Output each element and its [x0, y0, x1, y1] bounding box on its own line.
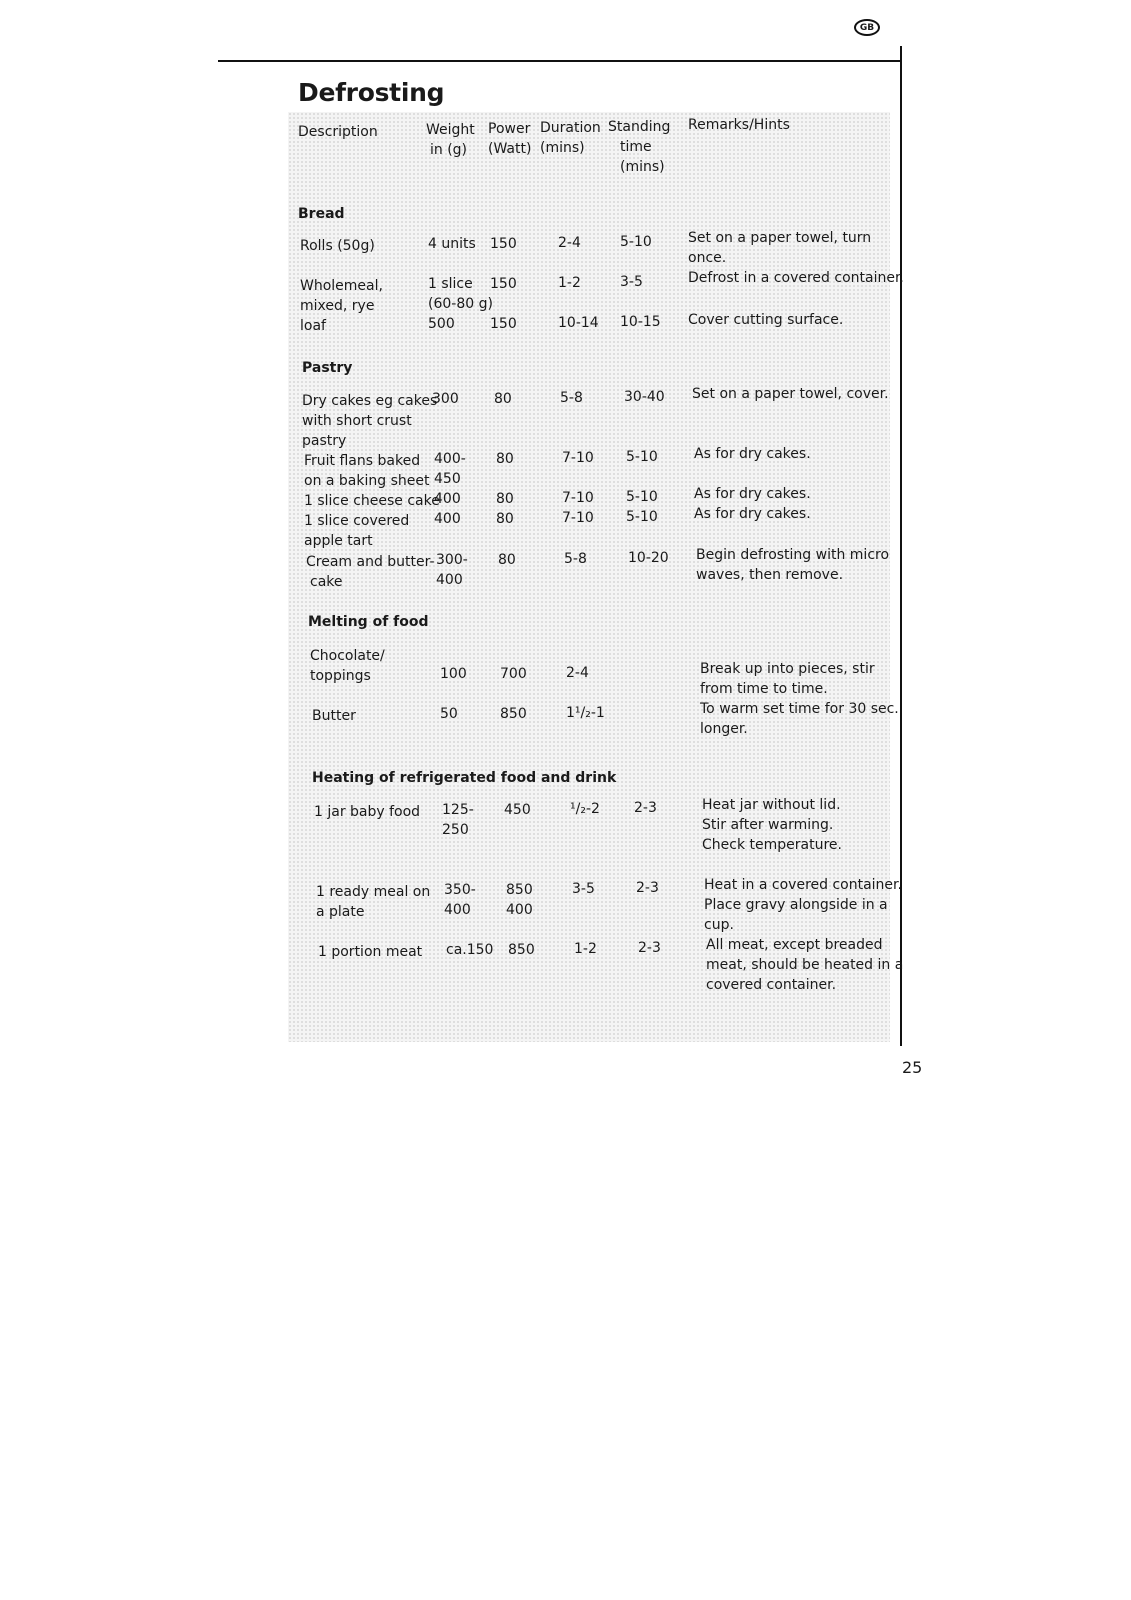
cell-duration: 7-10 [562, 510, 594, 526]
cell-power: 850 [500, 706, 527, 722]
cell-remarks: As for dry cakes. [694, 506, 811, 522]
cell-duration: 1-2 [574, 941, 597, 957]
cell-weight: 300- [436, 552, 468, 568]
cell-standing: 10-20 [628, 550, 669, 566]
cell-description: Dry cakes eg cakes [302, 393, 438, 409]
cell-description: 1 slice cheese cake [304, 493, 440, 509]
cell-standing: 5-10 [626, 449, 658, 465]
cell-description: 1 portion meat [318, 944, 423, 960]
cell-description: with short crust [302, 413, 412, 429]
cell-remarks: Set on a paper towel, turn [688, 230, 872, 246]
cell-remarks: Heat in a covered container. [704, 877, 902, 893]
cell-description: toppings [310, 668, 371, 684]
cell-description: loaf [300, 318, 326, 334]
cell-description: cake [310, 574, 343, 590]
cell-remarks: All meat, except breaded [706, 937, 883, 953]
cell-power: 400 [506, 902, 533, 918]
page-number: 25 [902, 1058, 923, 1077]
section-title: Melting of food [308, 614, 429, 630]
cell-weight: 4 units [428, 236, 476, 252]
cell-description: Fruit flans baked [304, 453, 421, 469]
cell-weight: ca.150 [446, 942, 494, 958]
cell-remarks: Stir after warming. [702, 817, 834, 833]
cell-power: 850 [506, 882, 533, 898]
cell-remarks: Cover cutting surface. [688, 312, 844, 328]
cell-standing: 3-5 [620, 274, 643, 290]
cell-remarks: As for dry cakes. [694, 446, 811, 462]
cell-standing: 10-15 [620, 314, 661, 330]
cell-remarks: Set on a paper towel, cover. [692, 386, 889, 402]
cell-duration: 7-10 [562, 490, 594, 506]
cell-description: mixed, rye [300, 298, 375, 314]
cell-duration: 1¹/₂-1 [566, 705, 605, 721]
cell-weight: 400 [434, 511, 461, 527]
cell-description: 1 jar baby food [314, 804, 421, 820]
right-rule [900, 46, 902, 1046]
cell-description: 1 slice covered [304, 513, 410, 529]
cell-duration: 10-14 [558, 315, 599, 331]
cell-remarks: longer. [700, 721, 748, 737]
header-standing-unit: (mins) [620, 159, 665, 175]
cell-weight: 100 [440, 666, 467, 682]
cell-description: apple tart [304, 533, 373, 549]
header-duration-unit: (mins) [540, 140, 585, 156]
cell-standing: 5-10 [626, 509, 658, 525]
cell-remarks: Defrost in a covered container. [688, 270, 904, 286]
header-remarks: Remarks/Hints [688, 117, 790, 133]
cell-duration: 2-4 [566, 665, 589, 681]
section-title: Heating of refrigerated food and drink [312, 770, 617, 786]
cell-weight: 400- [434, 451, 466, 467]
header-power: Power [488, 121, 531, 137]
cell-weight: (60-80 g) [428, 296, 493, 312]
cell-power: 80 [498, 552, 516, 568]
cell-weight: 400 [444, 902, 471, 918]
cell-remarks: Begin defrosting with micro [696, 547, 890, 563]
cell-weight: 1 slice [428, 276, 473, 292]
cell-weight: 500 [428, 316, 455, 332]
cell-remarks: Check temperature. [702, 837, 842, 853]
cell-weight: 250 [442, 822, 469, 838]
cell-description: pastry [302, 433, 347, 449]
cell-description: 1 ready meal on [316, 884, 431, 900]
cell-duration: 5-8 [560, 390, 583, 406]
cell-standing: 5-10 [620, 234, 652, 250]
cell-description: Butter [312, 708, 356, 724]
cell-remarks: from time to time. [700, 681, 828, 697]
cell-weight: 125- [442, 802, 474, 818]
cell-duration: ¹/₂-2 [570, 801, 600, 817]
cell-remarks: waves, then remove. [696, 567, 844, 583]
page-title: Defrosting [298, 78, 445, 107]
header-power-unit: (Watt) [488, 141, 532, 157]
header-standing: Standing [608, 119, 671, 135]
cell-weight: 50 [440, 706, 458, 722]
cell-standing: 30-40 [624, 389, 665, 405]
cell-remarks: meat, should be heated in a [706, 957, 904, 973]
cell-duration: 1-2 [558, 275, 581, 291]
cell-power: 150 [490, 276, 517, 292]
cell-standing: 5-10 [626, 489, 658, 505]
cell-power: 700 [500, 666, 527, 682]
cell-duration: 2-4 [558, 235, 581, 251]
section-title: Pastry [302, 360, 353, 376]
cell-remarks: Break up into pieces, stir [700, 661, 875, 677]
cell-remarks: As for dry cakes. [694, 486, 811, 502]
cell-power: 450 [504, 802, 531, 818]
cell-description: Cream and butter- [306, 554, 435, 570]
cell-power: 80 [496, 511, 514, 527]
header-weight-unit: in (g) [430, 142, 468, 158]
cell-power: 80 [494, 391, 512, 407]
header-weight: Weight [426, 122, 475, 138]
cell-remarks: To warm set time for 30 sec. [700, 701, 899, 717]
header-description: Description [298, 124, 378, 140]
cell-weight: 400 [436, 572, 463, 588]
cell-description: on a baking sheet [304, 473, 430, 489]
cell-description: Rolls (50g) [300, 238, 375, 254]
cell-standing: 2-3 [634, 800, 657, 816]
cell-remarks: Place gravy alongside in a [704, 897, 888, 913]
cell-weight: 300 [432, 391, 459, 407]
cell-duration: 3-5 [572, 881, 595, 897]
cell-power: 80 [496, 491, 514, 507]
cell-duration: 7-10 [562, 450, 594, 466]
cell-weight: 450 [434, 471, 461, 487]
cell-power: 80 [496, 451, 514, 467]
cell-power: 850 [508, 942, 535, 958]
cell-description: Wholemeal, [300, 278, 383, 294]
cell-duration: 5-8 [564, 551, 587, 567]
cell-standing: 2-3 [636, 880, 659, 896]
cell-remarks: Heat jar without lid. [702, 797, 841, 813]
header-standing-time: time [620, 139, 652, 155]
top-rule [218, 60, 902, 62]
cell-remarks: cup. [704, 917, 734, 933]
cell-remarks: once. [688, 250, 727, 266]
cell-standing: 2-3 [638, 940, 661, 956]
header-duration: Duration [540, 120, 601, 136]
cell-power: 150 [490, 236, 517, 252]
section-title: Bread [298, 206, 345, 222]
cell-description: Chocolate/ [310, 648, 385, 664]
cell-description: a plate [316, 904, 365, 920]
cell-weight: 400 [434, 491, 461, 507]
cell-remarks: covered container. [706, 977, 837, 993]
language-badge: GB [854, 19, 880, 36]
cell-weight: 350- [444, 882, 476, 898]
cell-power: 150 [490, 316, 517, 332]
